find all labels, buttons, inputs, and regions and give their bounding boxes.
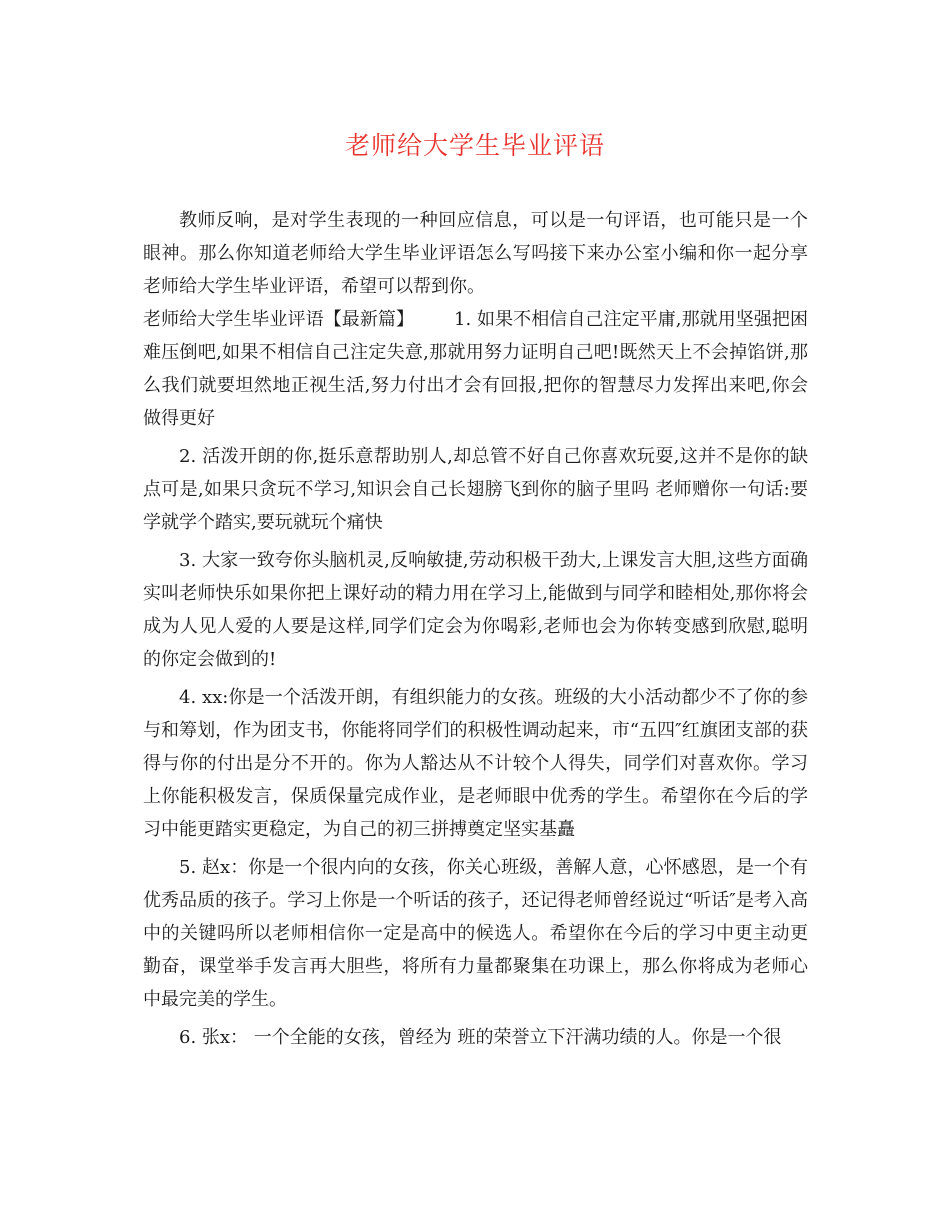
item-2-paragraph: 2. 活泼开朗的你,挺乐意帮助别人,却总管不好自己你喜欢玩耍,这并不是你的缺点可是,如果只贪玩不学习,知识会自己长翅膀飞到你的脑子里吗 老师赠你一句话:要学就学个踏实,要玩就玩个痛快 [143,446,808,533]
item-4-paragraph: 4. xx:你是一个活泼开朗，有组织能力的女孩。班级的大小活动都少不了你的参与和筹划，作为团支书，你能将同学们的积极性调动起来，市“五四″红旗团支部的获得与你的付出是分不开的。你为人豁达从不计较个人得失，同学们对喜欢你。学习上你能积极发言，保质保量完成作业，是老师眼中优秀的学生。希望你在今后的学习中能更踏实更稳定，为自己的初三拼搏奠定坚实基矗 [143,687,808,840]
section-heading: 老师给大学生毕业评语【最新篇】 [143,309,415,330]
intro-paragraph: 教师反响，是对学生表现的一种回应信息，可以是一句评语，也可能只是一个眼神。那么你知道老师给大学生毕业评语怎么写吗接下来办公室小编和你一起分享老师给大学生毕业评语，希望可以帮到你。 [143,210,808,297]
document-title: 老师给大学生毕业评语 [344,131,605,160]
item-1-text: 1. 如果不相信自己注定平庸,那就用坚强把困难压倒吧,如果不相信自己注定失意,那就用努力证明自己吧!既然天上不会掉馅饼,那么我们就要坦然地正视生活,努力付出才会有回报,把你的智慧尽力发挥出来吧,你会做得更好 [143,309,808,429]
item-6-paragraph: 6. 张x： 一个全能的女孩，曾经为 班的荣誉立下汗满功绩的人。你是一个很 [179,1027,782,1048]
section-paragraph [143,303,808,435]
item-3-paragraph: 3. 大家一致夸你头脑机灵,反响敏捷,劳动积极干劲大,上课发言大胆,这些方面确实叫老师快乐如果你把上课好动的精力用在学习上,能做到与同学和睦相处,那你将会成为人见人爱的人要是这样,同学们定会为你喝彩,老师也会为你转变感到欣慰,聪明的你定会做到的! [143,550,808,670]
document-body [143,204,808,1054]
item-5-paragraph: 5. 赵x：你是一个很内向的女孩，你关心班级，善解人意，心怀感恩，是一个有优秀品质的孩子。学习上你是一个听话的孩子，还记得老师曾经说过“听话″是考入高中的关键吗所以老师相信你一定是高中的候选人。希望你在今后的学习中更主动更勤奋，课堂举手发言再大胆些，将所有力量都聚集在功课上，那么你将成为老师心中最完美的学生。 [143,857,808,1010]
